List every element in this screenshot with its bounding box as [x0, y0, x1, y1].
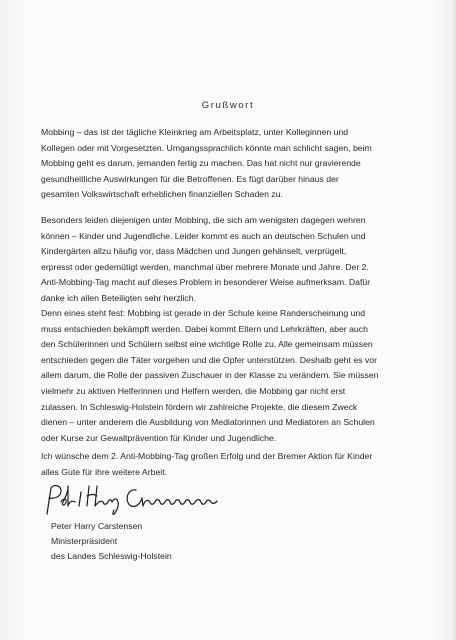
signatory-name: Peter Harry Carstensen — [51, 521, 143, 531]
paragraph-line: erpresst oder gedemütigt werden, manchmal über mehrere Monate und Jahre. Der 2. — [41, 261, 369, 272]
paragraph-line: Mobbing – das ist der tägliche Kleinkrieg am Arbeitsplatz, unter Kolleginnen und — [41, 127, 349, 137]
page-edge-shadow — [452, 0, 456, 640]
paragraph-line: muss entschieden bekämpft werden. Dabei kommt Eltern und Lehrkräften, aber auch — [41, 323, 368, 334]
signatory-state: des Landes Schleswig-Holstein — [51, 550, 172, 561]
paragraph-line: entschieden gegen die Täter vorgehen und die Opfer unterstützen. Deshalb geht es vor — [41, 354, 377, 365]
signatory-block — [51, 519, 172, 563]
paragraph-line: Denn eines steht fest: Mobbing ist gerade in der Schule keine Randerscheinung und — [41, 308, 366, 318]
paragraph-line: den Schülerinnen und Schülern selbst eine wichtige Rolle zu. Alle gemeinsam müssen — [41, 339, 373, 350]
paragraph-line: oder Kurse zur Gewaltprävention für Kinder und Jugendliche. — [41, 432, 277, 443]
paragraph-line: gesundheitliche Auswirkungen für die Betroffenen. Es fügt darüber hinaus der — [41, 173, 339, 184]
paragraph-1 — [41, 125, 436, 203]
paragraph-line: Kollegen oder mit Vorgesetzten. Umgangssprachlich könnte man schlicht sagen, beim — [41, 142, 372, 153]
paragraph-line: Kindergärten allzu häufig vor, dass Mädchen und Jungen gehänselt, verprügelt, — [41, 246, 347, 257]
paragraph-line: können – Kinder und Jugendliche. Leider kommt es auch an deutschen Schulen und — [41, 230, 366, 241]
signatory-position: Ministerpräsident — [51, 535, 118, 546]
handwritten-signature — [41, 480, 231, 522]
paragraph-line: Anti-Mobbing-Tag macht auf dieses Problem in besonderer Weise aufmerksam. Dafür — [41, 277, 371, 288]
paragraph-2 — [41, 213, 436, 307]
paragraph-line: gesamten Volkswirtschaft erheblichen finanziellen Schaden zu. — [41, 189, 283, 200]
paragraph-line: danke ich allen Beteiligten sehr herzlich. — [41, 292, 197, 303]
document-title: Grußwort — [201, 100, 255, 111]
paragraph-3 — [41, 306, 436, 446]
paragraph-line: zulassen. In Schleswig-Holstein fördern wir zahlreiche Projekte, die diesem Zweck — [41, 401, 358, 412]
paragraph-line: Besonders leiden diejenigen unter Mobbing, die sich am wenigsten dagegen wehren — [41, 215, 366, 225]
paragraph-4 — [41, 449, 436, 480]
paragraph-line: Ich wünsche dem 2. Anti-Mobbing-Tag großen Erfolg und der Bremer Aktion für Kinder — [41, 451, 373, 461]
paragraph-line: alles Gute für ihre weitere Arbeit. — [41, 466, 168, 477]
paragraph-line: Mobbing geht es darum, jemanden fertig zu machen. Das hat nicht nur gravierende — [41, 158, 361, 169]
paragraph-line: vielmehr zu aktiven Helferinnen und Helfern werden, die Mobbing gar nicht erst — [41, 385, 346, 396]
paragraph-line: allem darum, die Rolle der passiven Zuschauer in der Klasse zu verändern. Sie müssen — [41, 370, 379, 381]
paragraph-line: dienen – unter anderem die Ausbildung von Mediatorinnen und Mediatoren an Schulen — [41, 417, 375, 428]
